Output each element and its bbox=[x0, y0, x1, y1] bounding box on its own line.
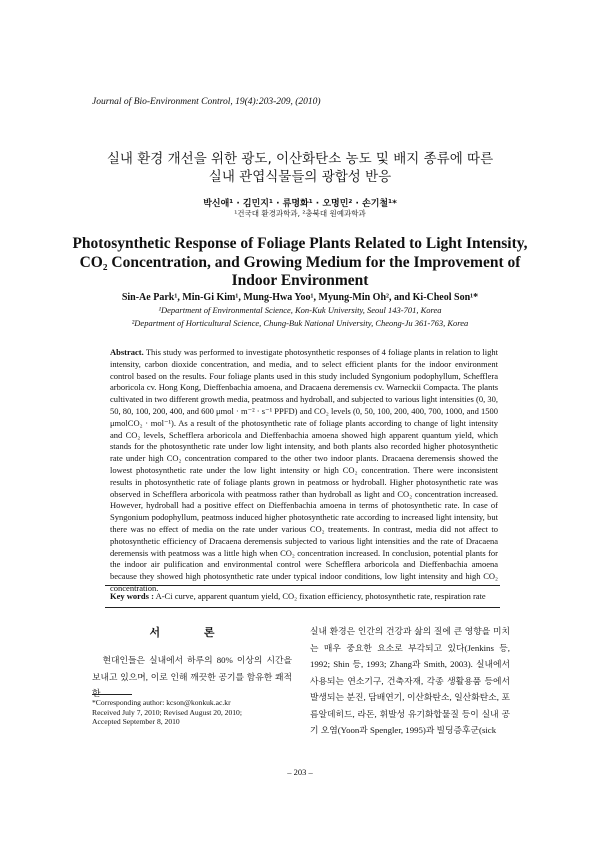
keywords-text: A-Ci curve, apparent quantum yield, CO₂ fixation efficiency, photosynthetic rate, respiration rate bbox=[155, 591, 486, 601]
footnote-corresponding: *Corresponding author: kcson@konkuk.ac.kr bbox=[92, 698, 231, 707]
page-number: – 203 – bbox=[287, 767, 313, 777]
body-text-right: 실내 환경은 인간의 건강과 삶의 질에 큰 영향을 미치는 매우 중요한 요소로 부각되고 있다(Jenkins 등, 1992; Shin 등, 1993; Zhang과 Smith, 2003). 실내에서 사용되는 연소기구, 건축자재, 각종 생활용품 등에서 발생되는 분진, 담배연기, 이산화탄소, 일산화탄소, 포름알데히드, 라돈, 휘발성 유기화합물질 등이 실내 공기 오염(Yoon과 Spengler, 1995)과 빌딩증후군(sick bbox=[310, 626, 510, 735]
footnote-received: Received July 7, 2010; Revised August 20, 2010; bbox=[92, 707, 242, 717]
footnote bbox=[92, 698, 297, 727]
abstract-rule-top bbox=[105, 585, 500, 586]
english-authors: Sin-Ae Park¹, Min-Gi Kim¹, Mung-Hwa Yoo¹, Myung-Min Oh², and Ki-Cheol Son¹* bbox=[121, 292, 479, 303]
journal-citation: Journal of Bio-Environment Control, 19(4):203-209, (2010) bbox=[92, 97, 321, 107]
english-affiliation-1: ¹Department of Environmental Science, Kon-Kuk University, Seoul 143-701, Korea bbox=[158, 305, 442, 315]
english-affiliation-2: ²Department of Horticultural Science, Chung-Buk National University, Cheong-Ju 361-763, Korea bbox=[131, 318, 469, 328]
english-title: Photosynthetic Response of Foliage Plants Related to Light Intensity, CO₂ Concentration, and Growing Medium for the Improvement of Indoor Environment bbox=[72, 235, 528, 289]
korean-affiliations: ¹건국대 환경과학과, ²충북대 원예과학과 bbox=[234, 209, 366, 218]
abstract-rule-bottom bbox=[105, 607, 500, 608]
keywords-label: Key words : bbox=[110, 591, 154, 601]
footnote-accepted: Accepted September 8, 2010 bbox=[92, 717, 180, 726]
abstract-text: This study was performed to investigate photosynthetic responses of 4 foliage plants in relation to light intensity, carbon dioxide concentration, and media, and to select efficient plants for the indoor environment control based on the results. Four foliage plants used in this study included Syngonium podophyllum, Schefflera arboricola cv. Hong Kong, Dieffenbachia amoena, and Dracaena deremensis cv. Warneckii Compacta. The plants cultivated in two different growth media, peatmoss and hydroball, and subjected to various light intensities (0, 30, 50, 80, 100, 200, 400, and 600 μmol · m⁻² · s⁻¹ PPFD) and CO₂ levels (0, 50, 100, 200, 400, 700, 1000, and 1500 μmolCO₂ · mol⁻¹). As a result of the photosynthetic rate of foliage plants according to change of light intensity and CO₂ levels, Schefflera arboricola and Dieffenbachia amoena showed high apparent quantum yield, which stands for the photosynthetic rate under low light intensity, and both plants also recorded higher photosynthetic rate under high CO₂ concentration compared to the other two indoor plants. Dracaena deremensis showed the lowest photosynthetic rate under the low light intensity or high CO₂ concentration. There were inconsistent results in photosynthetic rate of foliage plants grown in peatmoss or hydroball. Higher photosynthetic rate was observed in Schefflera arboricola with peatmoss rather than hydroball as light and CO₂ concentration increased. However, hydroball had a positive effect on Dieffenbachia amoena in terms of photosynthetic rate. In case of Syngonium podophyllum, peatmoss induced higher photosynthetic rate according to increased light intensity, but there was no effect of media on the rate under various CO₂ treatements. In contrast, media did not affect to photosynthetic efficiency of Dracaena deremensis subjected to various light intensities and the rate of Dracaena deremensis with peatmoss was a little high when CO₂ concentration increased. In conclusion, potential plants for the indoor air pulification and environmental control were Schefflera arboricola and Dieffenbachia amoena because they showed high photosynthetic rate under typical indoor conditions, low light intensity and high CO₂ concentration. bbox=[110, 347, 498, 593]
abstract bbox=[110, 347, 498, 595]
footnote-rule bbox=[92, 694, 132, 695]
body-text-left: 현대인들은 실내에서 하루의 80% 이상의 시간을 보내고 있으며, 이로 인해 깨끗한 공기를 함유한 쾌적한 bbox=[92, 655, 292, 698]
keywords bbox=[110, 591, 486, 601]
abstract-label: Abstract. bbox=[110, 347, 144, 357]
korean-title-line2: 실내 관엽식물들의 광합성 반응 bbox=[208, 169, 392, 185]
korean-title-line1: 실내 환경 개선을 위한 광도, 이산화탄소 농도 및 배지 종류에 따른 bbox=[106, 151, 494, 167]
section-heading-introduction: 서 론 bbox=[149, 626, 235, 639]
korean-authors: 박신애¹ · 김민지¹ · 류명화¹ · 오명민² · 손기철¹* bbox=[203, 199, 397, 209]
